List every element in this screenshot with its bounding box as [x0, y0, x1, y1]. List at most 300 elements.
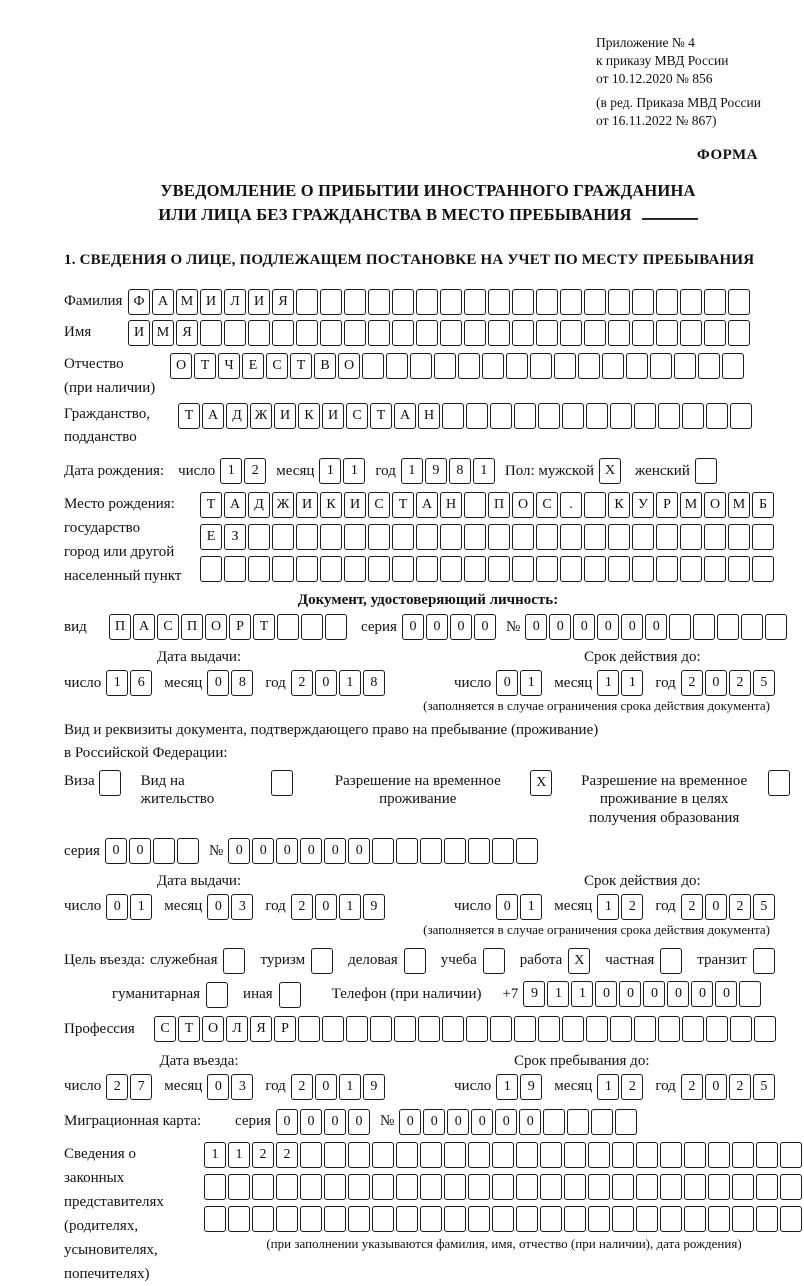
- permit-number-cell[interactable]: 0: [324, 838, 346, 864]
- birth-place-cell[interactable]: Р: [656, 492, 678, 518]
- profession-cell[interactable]: [658, 1016, 680, 1042]
- birth-place-cell[interactable]: З: [224, 524, 246, 550]
- legal-reps-cell[interactable]: [324, 1206, 346, 1232]
- birth-place-cell[interactable]: [368, 524, 390, 550]
- phone-cell[interactable]: 9: [523, 981, 545, 1007]
- birth-year-cell[interactable]: 9: [425, 458, 447, 484]
- citizenship-cell[interactable]: С: [346, 403, 368, 429]
- birth-place-cell[interactable]: [632, 524, 654, 550]
- date-cell[interactable]: 2: [106, 1074, 128, 1100]
- doc-kind-cell[interactable]: [301, 614, 323, 640]
- date-cell[interactable]: 1: [597, 1074, 619, 1100]
- date-cell[interactable]: 8: [363, 670, 385, 696]
- permit-series-cell[interactable]: [153, 838, 175, 864]
- migration-number-cell[interactable]: 0: [471, 1109, 493, 1135]
- phone-cell[interactable]: 0: [619, 981, 641, 1007]
- date-cell[interactable]: 8: [231, 670, 253, 696]
- birth-place-cell[interactable]: К: [608, 492, 630, 518]
- phone-cell[interactable]: 0: [715, 981, 737, 1007]
- legal-reps-cell[interactable]: [372, 1142, 394, 1168]
- legal-reps-cell[interactable]: [468, 1174, 490, 1200]
- legal-reps-cell[interactable]: [372, 1206, 394, 1232]
- date-cell[interactable]: 1: [106, 670, 128, 696]
- date-cell[interactable]: 1: [339, 1074, 361, 1100]
- legal-reps-cell[interactable]: [660, 1174, 682, 1200]
- patronymic-cell[interactable]: С: [266, 353, 288, 379]
- date-cell[interactable]: 0: [496, 894, 518, 920]
- birth-place-cell[interactable]: [656, 524, 678, 550]
- legal-reps-cell[interactable]: [204, 1206, 226, 1232]
- legal-reps-cell[interactable]: [732, 1174, 754, 1200]
- surname-cell[interactable]: [728, 289, 750, 315]
- doc-kind-cell[interactable]: П: [109, 614, 131, 640]
- permit-number-cell[interactable]: [444, 838, 466, 864]
- migration-number-cell[interactable]: [591, 1109, 613, 1135]
- migration-series-cell[interactable]: 0: [276, 1109, 298, 1135]
- birth-place-cell[interactable]: Т: [200, 492, 222, 518]
- birth-place-cell[interactable]: [680, 556, 702, 582]
- doc-number-cell[interactable]: [693, 614, 715, 640]
- legal-reps-cell[interactable]: [276, 1174, 298, 1200]
- phone-cell[interactable]: [739, 981, 761, 1007]
- date-cell[interactable]: 1: [339, 670, 361, 696]
- legal-reps-cell[interactable]: 1: [204, 1142, 226, 1168]
- permit-number-cell[interactable]: [396, 838, 418, 864]
- given-name-cell[interactable]: [440, 320, 462, 346]
- given-name-cell[interactable]: И: [128, 320, 150, 346]
- birth-place-cell[interactable]: [248, 524, 270, 550]
- patronymic-cell[interactable]: Т: [194, 353, 216, 379]
- legal-reps-cell[interactable]: [780, 1174, 802, 1200]
- phone-cell[interactable]: 0: [643, 981, 665, 1007]
- patronymic-cell[interactable]: [578, 353, 600, 379]
- birth-place-cell[interactable]: О: [704, 492, 726, 518]
- patronymic-cell[interactable]: [650, 353, 672, 379]
- phone-cell[interactable]: 1: [571, 981, 593, 1007]
- given-name-cell[interactable]: [320, 320, 342, 346]
- checkbox-cell[interactable]: [660, 948, 682, 974]
- given-name-cell[interactable]: [272, 320, 294, 346]
- date-cell[interactable]: 3: [231, 894, 253, 920]
- patronymic-cell[interactable]: [722, 353, 744, 379]
- profession-cell[interactable]: Я: [250, 1016, 272, 1042]
- legal-reps-cell[interactable]: [468, 1142, 490, 1168]
- citizenship-cell[interactable]: [706, 403, 728, 429]
- legal-reps-cell[interactable]: [252, 1174, 274, 1200]
- migration-number-cell[interactable]: [615, 1109, 637, 1135]
- legal-reps-cell[interactable]: [300, 1142, 322, 1168]
- birth-place-cell[interactable]: [464, 492, 486, 518]
- profession-cell[interactable]: [706, 1016, 728, 1042]
- legal-reps-cell[interactable]: [732, 1206, 754, 1232]
- doc-number-cell[interactable]: 0: [597, 614, 619, 640]
- birth-month-cell[interactable]: 1: [343, 458, 365, 484]
- birth-year-cell[interactable]: 1: [473, 458, 495, 484]
- surname-cell[interactable]: [584, 289, 606, 315]
- date-cell[interactable]: 6: [130, 670, 152, 696]
- citizenship-cell[interactable]: [610, 403, 632, 429]
- citizenship-cell[interactable]: [658, 403, 680, 429]
- legal-reps-cell[interactable]: [540, 1206, 562, 1232]
- legal-reps-cell[interactable]: [708, 1174, 730, 1200]
- permit-series-cell[interactable]: [177, 838, 199, 864]
- profession-cell[interactable]: [754, 1016, 776, 1042]
- checkbox-cell[interactable]: [768, 770, 790, 796]
- citizenship-cell[interactable]: А: [394, 403, 416, 429]
- given-name-cell[interactable]: [512, 320, 534, 346]
- doc-series-cell[interactable]: 0: [474, 614, 496, 640]
- citizenship-cell[interactable]: Т: [178, 403, 200, 429]
- patronymic-cell[interactable]: [482, 353, 504, 379]
- legal-reps-cell[interactable]: [348, 1142, 370, 1168]
- legal-reps-cell[interactable]: [420, 1142, 442, 1168]
- birth-place-cell[interactable]: А: [416, 492, 438, 518]
- given-name-cell[interactable]: [392, 320, 414, 346]
- date-cell[interactable]: 3: [231, 1074, 253, 1100]
- legal-reps-cell[interactable]: [324, 1142, 346, 1168]
- doc-number-cell[interactable]: 0: [525, 614, 547, 640]
- legal-reps-cell[interactable]: [348, 1206, 370, 1232]
- birth-place-cell[interactable]: [584, 492, 606, 518]
- profession-cell[interactable]: [394, 1016, 416, 1042]
- legal-reps-cell[interactable]: [756, 1174, 778, 1200]
- date-cell[interactable]: 5: [753, 670, 775, 696]
- legal-reps-cell[interactable]: [492, 1206, 514, 1232]
- birth-place-cell[interactable]: Б: [752, 492, 774, 518]
- permit-number-cell[interactable]: [468, 838, 490, 864]
- surname-cell[interactable]: И: [248, 289, 270, 315]
- patronymic-cell[interactable]: В: [314, 353, 336, 379]
- birth-month-cell[interactable]: 1: [319, 458, 341, 484]
- citizenship-cell[interactable]: [562, 403, 584, 429]
- given-name-cell[interactable]: Я: [176, 320, 198, 346]
- given-name-cell[interactable]: [728, 320, 750, 346]
- birth-place-cell[interactable]: [392, 524, 414, 550]
- date-cell[interactable]: 9: [363, 1074, 385, 1100]
- legal-reps-cell[interactable]: [396, 1206, 418, 1232]
- doc-number-cell[interactable]: 0: [573, 614, 595, 640]
- doc-kind-cell[interactable]: Р: [229, 614, 251, 640]
- legal-reps-cell[interactable]: [252, 1206, 274, 1232]
- doc-kind-cell[interactable]: [277, 614, 299, 640]
- surname-cell[interactable]: Я: [272, 289, 294, 315]
- birth-day-cell[interactable]: 2: [244, 458, 266, 484]
- given-name-cell[interactable]: [584, 320, 606, 346]
- birth-place-cell[interactable]: [656, 556, 678, 582]
- profession-cell[interactable]: [418, 1016, 440, 1042]
- checkbox-cell[interactable]: [271, 770, 293, 796]
- birth-place-cell[interactable]: [224, 556, 246, 582]
- birth-place-cell[interactable]: [464, 524, 486, 550]
- date-cell[interactable]: 0: [315, 1074, 337, 1100]
- citizenship-cell[interactable]: [538, 403, 560, 429]
- doc-number-cell[interactable]: 0: [549, 614, 571, 640]
- date-cell[interactable]: 2: [729, 670, 751, 696]
- profession-cell[interactable]: [298, 1016, 320, 1042]
- profession-cell[interactable]: [634, 1016, 656, 1042]
- profession-cell[interactable]: [322, 1016, 344, 1042]
- patronymic-cell[interactable]: [530, 353, 552, 379]
- patronymic-cell[interactable]: [602, 353, 624, 379]
- given-name-cell[interactable]: [368, 320, 390, 346]
- date-cell[interactable]: 2: [729, 1074, 751, 1100]
- legal-reps-cell[interactable]: 1: [228, 1142, 250, 1168]
- given-name-cell[interactable]: [464, 320, 486, 346]
- profession-cell[interactable]: [586, 1016, 608, 1042]
- patronymic-cell[interactable]: [386, 353, 408, 379]
- patronymic-cell[interactable]: [458, 353, 480, 379]
- legal-reps-cell[interactable]: [780, 1142, 802, 1168]
- checkbox-cell[interactable]: X: [530, 770, 552, 796]
- birth-place-cell[interactable]: Е: [200, 524, 222, 550]
- surname-cell[interactable]: Ф: [128, 289, 150, 315]
- date-cell[interactable]: 2: [681, 670, 703, 696]
- profession-cell[interactable]: [610, 1016, 632, 1042]
- birth-place-cell[interactable]: С: [368, 492, 390, 518]
- legal-reps-cell[interactable]: [516, 1174, 538, 1200]
- doc-series-cell[interactable]: 0: [450, 614, 472, 640]
- doc-number-cell[interactable]: [717, 614, 739, 640]
- birth-place-cell[interactable]: [344, 556, 366, 582]
- birth-place-cell[interactable]: Т: [392, 492, 414, 518]
- surname-cell[interactable]: М: [176, 289, 198, 315]
- doc-kind-cell[interactable]: С: [157, 614, 179, 640]
- profession-cell[interactable]: [490, 1016, 512, 1042]
- birth-place-cell[interactable]: [704, 524, 726, 550]
- surname-cell[interactable]: Л: [224, 289, 246, 315]
- surname-cell[interactable]: [656, 289, 678, 315]
- birth-place-cell[interactable]: [584, 524, 606, 550]
- doc-kind-cell[interactable]: Т: [253, 614, 275, 640]
- legal-reps-cell[interactable]: [564, 1142, 586, 1168]
- date-cell[interactable]: 2: [291, 1074, 313, 1100]
- birth-place-cell[interactable]: [440, 524, 462, 550]
- birth-place-cell[interactable]: [728, 524, 750, 550]
- surname-cell[interactable]: И: [200, 289, 222, 315]
- checkbox-cell[interactable]: [483, 948, 505, 974]
- legal-reps-cell[interactable]: [540, 1174, 562, 1200]
- patronymic-cell[interactable]: Ч: [218, 353, 240, 379]
- checkbox-cell[interactable]: [695, 458, 717, 484]
- given-name-cell[interactable]: [248, 320, 270, 346]
- birth-place-cell[interactable]: Д: [248, 492, 270, 518]
- profession-cell[interactable]: [730, 1016, 752, 1042]
- birth-place-cell[interactable]: [680, 524, 702, 550]
- doc-number-cell[interactable]: 0: [645, 614, 667, 640]
- profession-cell[interactable]: Т: [178, 1016, 200, 1042]
- doc-kind-cell[interactable]: П: [181, 614, 203, 640]
- surname-cell[interactable]: [632, 289, 654, 315]
- legal-reps-cell[interactable]: [372, 1174, 394, 1200]
- birth-place-cell[interactable]: [416, 556, 438, 582]
- patronymic-cell[interactable]: [434, 353, 456, 379]
- legal-reps-cell[interactable]: [564, 1174, 586, 1200]
- surname-cell[interactable]: [392, 289, 414, 315]
- profession-cell[interactable]: С: [154, 1016, 176, 1042]
- given-name-cell[interactable]: [224, 320, 246, 346]
- date-cell[interactable]: 0: [705, 894, 727, 920]
- surname-cell[interactable]: [296, 289, 318, 315]
- doc-number-cell[interactable]: 0: [621, 614, 643, 640]
- birth-place-cell[interactable]: [248, 556, 270, 582]
- surname-cell[interactable]: [512, 289, 534, 315]
- profession-cell[interactable]: [370, 1016, 392, 1042]
- birth-place-cell[interactable]: [560, 556, 582, 582]
- date-cell[interactable]: 0: [207, 1074, 229, 1100]
- birth-day-cell[interactable]: 1: [220, 458, 242, 484]
- migration-series-cell[interactable]: 0: [300, 1109, 322, 1135]
- given-name-cell[interactable]: [632, 320, 654, 346]
- date-cell[interactable]: 1: [339, 894, 361, 920]
- legal-reps-cell[interactable]: [300, 1206, 322, 1232]
- profession-cell[interactable]: [562, 1016, 584, 1042]
- birth-place-cell[interactable]: М: [680, 492, 702, 518]
- date-cell[interactable]: 1: [520, 894, 542, 920]
- given-name-cell[interactable]: [344, 320, 366, 346]
- legal-reps-cell[interactable]: [228, 1174, 250, 1200]
- legal-reps-cell[interactable]: [708, 1142, 730, 1168]
- legal-reps-cell[interactable]: 2: [276, 1142, 298, 1168]
- surname-cell[interactable]: [488, 289, 510, 315]
- birth-place-cell[interactable]: М: [728, 492, 750, 518]
- legal-reps-cell[interactable]: [396, 1142, 418, 1168]
- patronymic-cell[interactable]: [554, 353, 576, 379]
- patronymic-cell[interactable]: [698, 353, 720, 379]
- doc-kind-cell[interactable]: О: [205, 614, 227, 640]
- legal-reps-cell[interactable]: [348, 1174, 370, 1200]
- surname-cell[interactable]: [536, 289, 558, 315]
- legal-reps-cell[interactable]: [420, 1206, 442, 1232]
- birth-place-cell[interactable]: [752, 556, 774, 582]
- birth-place-cell[interactable]: [560, 524, 582, 550]
- checkbox-cell[interactable]: [311, 948, 333, 974]
- date-cell[interactable]: 9: [363, 894, 385, 920]
- given-name-cell[interactable]: [608, 320, 630, 346]
- given-name-cell[interactable]: [536, 320, 558, 346]
- citizenship-cell[interactable]: [490, 403, 512, 429]
- legal-reps-cell[interactable]: [564, 1206, 586, 1232]
- legal-reps-cell[interactable]: [612, 1174, 634, 1200]
- migration-series-cell[interactable]: 0: [324, 1109, 346, 1135]
- legal-reps-cell[interactable]: [684, 1142, 706, 1168]
- birth-place-cell[interactable]: Ж: [272, 492, 294, 518]
- migration-number-cell[interactable]: 0: [447, 1109, 469, 1135]
- birth-place-cell[interactable]: [320, 524, 342, 550]
- patronymic-cell[interactable]: Е: [242, 353, 264, 379]
- legal-reps-cell[interactable]: [684, 1206, 706, 1232]
- patronymic-cell[interactable]: [362, 353, 384, 379]
- phone-cell[interactable]: 0: [595, 981, 617, 1007]
- surname-cell[interactable]: А: [152, 289, 174, 315]
- migration-number-cell[interactable]: 0: [495, 1109, 517, 1135]
- birth-place-cell[interactable]: [632, 556, 654, 582]
- birth-place-cell[interactable]: [488, 556, 510, 582]
- birth-place-cell[interactable]: [200, 556, 222, 582]
- phone-cell[interactable]: 0: [667, 981, 689, 1007]
- birth-place-cell[interactable]: [608, 524, 630, 550]
- birth-place-cell[interactable]: [272, 556, 294, 582]
- legal-reps-cell[interactable]: [420, 1174, 442, 1200]
- profession-cell[interactable]: [466, 1016, 488, 1042]
- legal-reps-cell[interactable]: [276, 1206, 298, 1232]
- citizenship-cell[interactable]: И: [274, 403, 296, 429]
- checkbox-cell[interactable]: [206, 982, 228, 1008]
- doc-kind-cell[interactable]: [325, 614, 347, 640]
- birth-place-cell[interactable]: [416, 524, 438, 550]
- permit-number-cell[interactable]: [492, 838, 514, 864]
- profession-cell[interactable]: [442, 1016, 464, 1042]
- profession-cell[interactable]: [538, 1016, 560, 1042]
- surname-cell[interactable]: [560, 289, 582, 315]
- phone-cell[interactable]: 1: [547, 981, 569, 1007]
- birth-place-cell[interactable]: П: [488, 492, 510, 518]
- legal-reps-cell[interactable]: [516, 1206, 538, 1232]
- legal-reps-cell[interactable]: [324, 1174, 346, 1200]
- birth-year-cell[interactable]: 1: [401, 458, 423, 484]
- permit-number-cell[interactable]: [372, 838, 394, 864]
- date-cell[interactable]: 0: [705, 1074, 727, 1100]
- birth-place-cell[interactable]: [296, 524, 318, 550]
- legal-reps-cell[interactable]: [492, 1174, 514, 1200]
- citizenship-cell[interactable]: [634, 403, 656, 429]
- legal-reps-cell[interactable]: [684, 1174, 706, 1200]
- citizenship-cell[interactable]: Д: [226, 403, 248, 429]
- birth-place-cell[interactable]: .: [560, 492, 582, 518]
- birth-place-cell[interactable]: [488, 524, 510, 550]
- patronymic-cell[interactable]: [626, 353, 648, 379]
- birth-place-cell[interactable]: [272, 524, 294, 550]
- surname-cell[interactable]: [416, 289, 438, 315]
- legal-reps-cell[interactable]: [780, 1206, 802, 1232]
- profession-cell[interactable]: О: [202, 1016, 224, 1042]
- legal-reps-cell[interactable]: [660, 1142, 682, 1168]
- birth-place-cell[interactable]: [464, 556, 486, 582]
- birth-place-cell[interactable]: [608, 556, 630, 582]
- birth-place-cell[interactable]: [392, 556, 414, 582]
- legal-reps-cell[interactable]: [732, 1142, 754, 1168]
- citizenship-cell[interactable]: [730, 403, 752, 429]
- date-cell[interactable]: 0: [496, 670, 518, 696]
- date-cell[interactable]: 0: [315, 894, 337, 920]
- date-cell[interactable]: 1: [130, 894, 152, 920]
- permit-number-cell[interactable]: 0: [348, 838, 370, 864]
- doc-number-cell[interactable]: [669, 614, 691, 640]
- checkbox-cell[interactable]: X: [568, 948, 590, 974]
- checkbox-cell[interactable]: [99, 770, 121, 796]
- date-cell[interactable]: 1: [597, 894, 619, 920]
- migration-series-cell[interactable]: 0: [348, 1109, 370, 1135]
- birth-place-cell[interactable]: [536, 556, 558, 582]
- patronymic-cell[interactable]: [506, 353, 528, 379]
- birth-place-cell[interactable]: И: [344, 492, 366, 518]
- checkbox-cell[interactable]: [753, 948, 775, 974]
- checkbox-cell[interactable]: [404, 948, 426, 974]
- surname-cell[interactable]: [464, 289, 486, 315]
- profession-cell[interactable]: [682, 1016, 704, 1042]
- doc-number-cell[interactable]: [741, 614, 763, 640]
- citizenship-cell[interactable]: [586, 403, 608, 429]
- date-cell[interactable]: 7: [130, 1074, 152, 1100]
- legal-reps-cell[interactable]: [540, 1142, 562, 1168]
- date-cell[interactable]: 0: [207, 894, 229, 920]
- date-cell[interactable]: 9: [520, 1074, 542, 1100]
- legal-reps-cell[interactable]: [468, 1206, 490, 1232]
- legal-reps-cell[interactable]: [588, 1174, 610, 1200]
- birth-place-cell[interactable]: [728, 556, 750, 582]
- permit-series-cell[interactable]: 0: [105, 838, 127, 864]
- surname-cell[interactable]: [608, 289, 630, 315]
- birth-place-cell[interactable]: [344, 524, 366, 550]
